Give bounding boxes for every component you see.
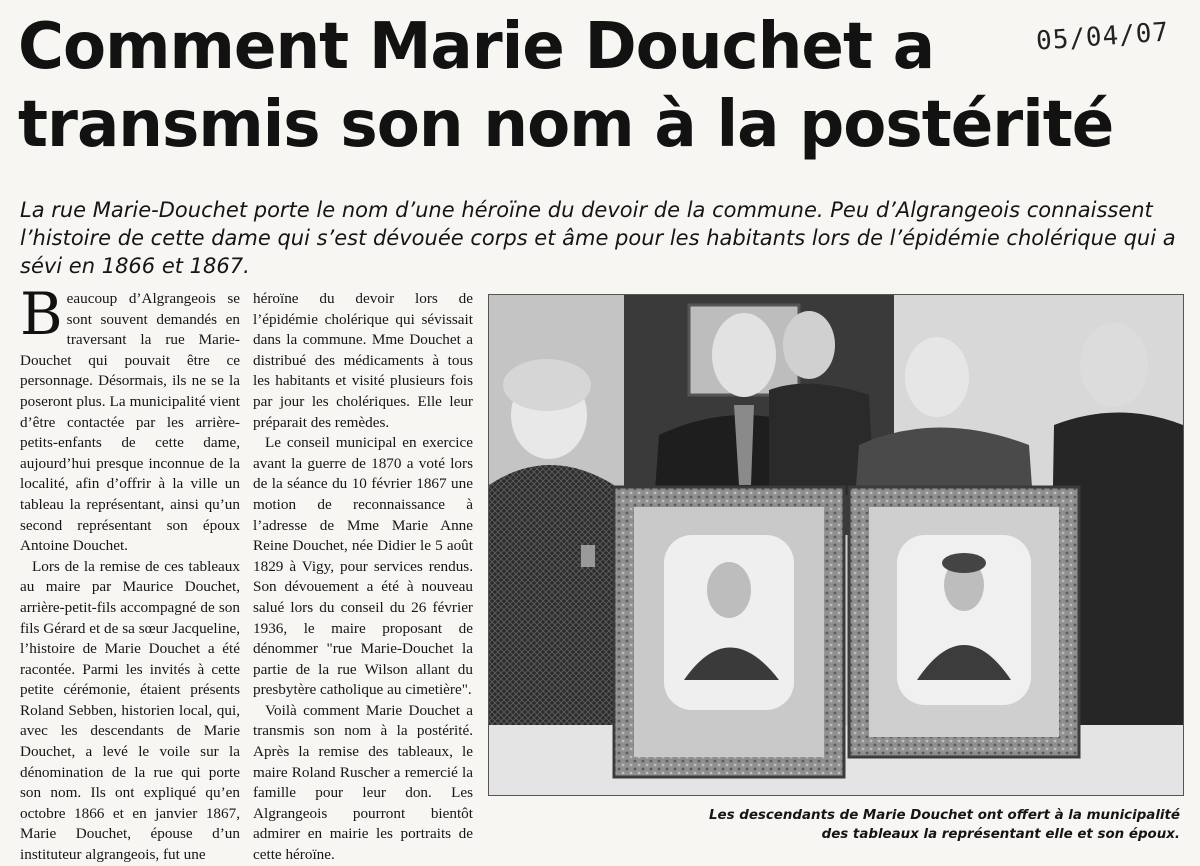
headline-line-2: transmis son nom à la postérité bbox=[18, 88, 1114, 162]
caption-line-2: des tableaux la représentant elle et son époux. bbox=[821, 827, 1180, 842]
handwritten-date: 05/04/07 bbox=[1035, 17, 1171, 57]
body-paragraph: Le conseil municipal en exercice avant la guerre de 1870 a voté lors de la séance du 10 février 1867 une motion de reconnaissance à l’adresse de Mme Marie Anne Reine Douchet, née Didier le 5 août 1829 à Vigy, pour services rendus. Son dévouement a été à nouveau salué lors du conseil du 26 février 1936, le maire proposant de dénommer "rue Marie-Douchet la partie de la rue Wilson allant du presbytère catholique au cimetière". bbox=[253, 434, 473, 699]
body-paragraph: Voilà comment Marie Douchet a transmis son nom à la postérité. Après la remise des tableaux, le maire Roland Ruscher a remercié la famille pour leur don. Les Algrangeois pourront bientôt admirer en mairie les portraits de cette héroïne. bbox=[253, 701, 473, 864]
body-column-2 bbox=[253, 289, 473, 866]
drop-cap: B bbox=[20, 280, 63, 348]
caption-line-1: Les descendants de Marie Douchet ont offert à la municipalité bbox=[708, 808, 1180, 823]
headline bbox=[18, 8, 1116, 164]
body-paragraph bbox=[20, 280, 240, 557]
paragraph-text: eaucoup d’Algrangeois se sont souvent demandés en traversant la rue Marie-Douchet qui pouvait être ce personnage. Désormais, ils ne se la poseront plus. La municipalité vient d’être contactée par les arrière-petits-enfants de cette dame, aujourd’hui presque inconnue de la localité, afin d’offrir à la ville un tableau la représentant, ainsi qu’un second représentant son époux Antoine Douchet. bbox=[20, 290, 240, 555]
lead-paragraph: La rue Marie-Douchet porte le nom d’une héroïne du devoir de la commune. Peu d’Algrangeois connaissent l’histoire de cette dame qui s’est dévouée corps et âme pour les habitants lors de l’épidémie cholérique qui a sévi en 1866 et 1867. bbox=[20, 198, 1176, 278]
photo-caption bbox=[700, 806, 1180, 844]
body-column-1 bbox=[20, 280, 240, 866]
photo-illustration bbox=[489, 295, 1183, 795]
headline-line-1: Comment Marie Douchet a bbox=[18, 10, 935, 84]
body-paragraph: héroïne du devoir lors de l’épidémie cholérique qui sévissait dans la commune. Mme Douchet a distribué des médicaments à tous les habitants et visité plusieurs fois par jour les cholériques. Elle leur préparait des remèdes. bbox=[253, 290, 473, 431]
body-paragraph: Lors de la remise de ces tableaux au maire par Maurice Douchet, arrière-petit-fils accompagné de son fils Gérard et de sa sœur Jacqueline, l’histoire de Marie Douchet a été racontée. Parmi les invités à cette petite cérémonie, étaient présents Roland Sebben, historien local, qui, avec les descendants de Marie Douchet, a levé le voile sur la dénomination de la rue qui porte son nom. Ils ont expliqué qu’en octobre 1866 et en janvier 1867, Marie Douchet, épouse d’un instituteur algrangeois, fut une bbox=[20, 557, 240, 864]
news-photo bbox=[488, 294, 1184, 796]
